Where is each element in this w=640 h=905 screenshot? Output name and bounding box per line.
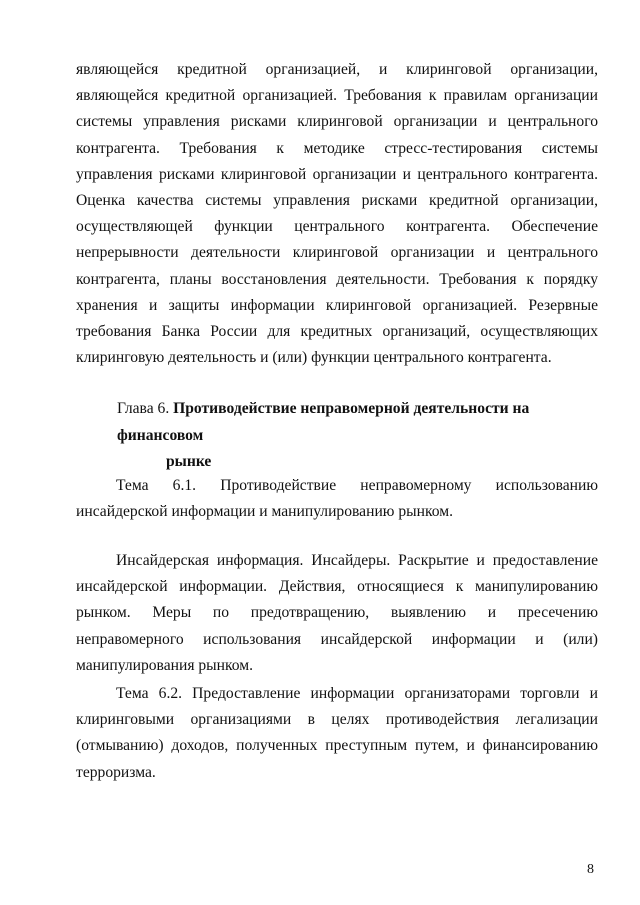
topic-6-2-heading: Тема 6.2. Предоставление информации организаторами торговли и клиринговыми организациями в целях противодействия легализации (отмыванию) доходов, полученных преступным путем, и финансированию терроризма. [76,685,598,781]
chapter-label: Глава 6. [117,400,170,417]
topic-6-1-body: Инсайдерская информация. Инсайдеры. Раскрытие и предоставление инсайдерской информации. Действия, относящиеся к манипулированию рынком. Меры по предотвращению, выявлению и пресечению неправомерного использования инсайдерской информации и (или) манипулирования рынком. [76,552,598,674]
paragraph-continuation: являющейся кредитной организацией, и клиринговой организации, являющейся кредитной организацией. Требования к правилам организации системы управления рисками клиринговой организации и центрального контрагента. Требования к методике стресс-тестирования системы управления рисками клиринговой организации и центрального контрагента. Оценка качества системы управления рисками кредитной организации, осуществляющей функции центрального контрагента. Обеспечение непрерывности деятельности клиринговой организации и центрального контрагента, планы восстановления деятельности. Требования к порядку хранения и защиты информации клиринговой организацией. Резервные требования Банка России для кредитных организаций, осуществляющих клиринговую деятельность и (или) функции центрального контрагента. [76,61,598,367]
page-number: 8 [587,862,594,877]
chapter-title-line1: Противодействие неправомерной деятельности на финансовом [117,400,530,444]
topic-6-1-heading: Тема 6.1. Противодействие неправомерному использованию инсайдерской информации и манипулированию рынком. [76,477,598,521]
chapter-heading [117,396,607,476]
chapter-title-line2: рынке [166,453,212,470]
